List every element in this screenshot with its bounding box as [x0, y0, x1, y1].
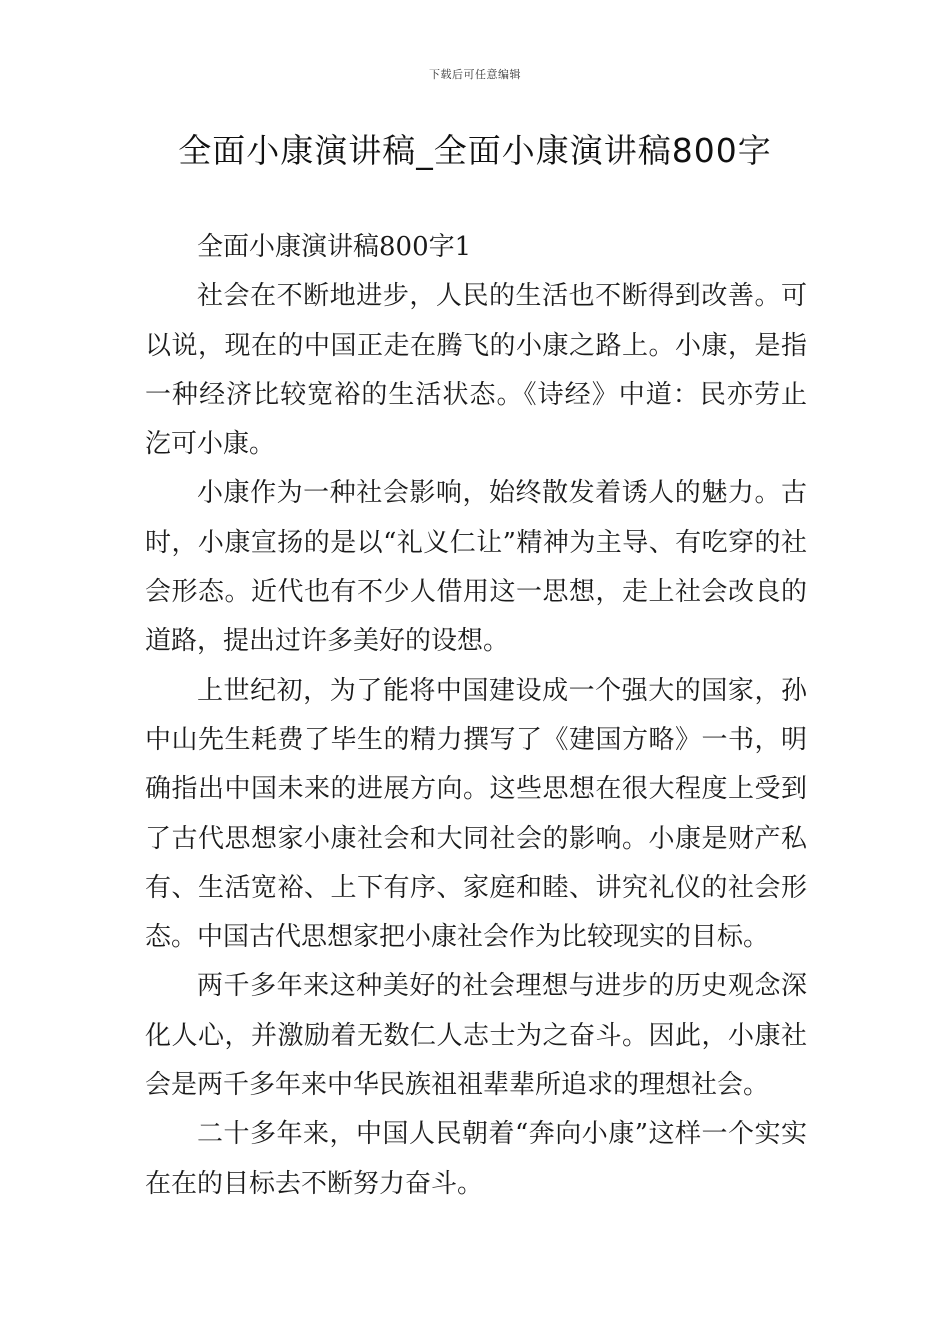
body-paragraph: 两千多年来这种美好的社会理想与进步的历史观念深化人心，并激励着无数仁人志士为之奋斗。因此，小康社会是两千多年来中华民族祖祖辈辈所追求的理想社会。 [145, 971, 807, 1101]
header-note: 下载后可任意编辑 [429, 68, 521, 81]
document-title: 全面小康演讲稿_全面小康演讲稿800字 [178, 131, 772, 170]
body-paragraph: 上世纪初，为了能将中国建设成一个强大的国家，孙中山先生耗费了毕生的精力撰写了《建国方略》一书，明确指出中国未来的进展方向。这些思想在很大程度上受到了古代思想家小康社会和大同社会的影响。小康是财产私有、生活宽裕、上下有序、家庭和睦、讲究礼仪的社会形态。中国古代思想家把小康社会作为比较现实的目标。 [145, 675, 807, 953]
body-paragraph: 小康作为一种社会影响，始终散发着诱人的魅力。古时，小康宣扬的是以“礼义仁让”精神为主导、有吃穿的社会形态。近代也有不少人借用这一思想，走上社会改良的道路，提出过许多美好的设想。 [145, 478, 807, 657]
subheading-paragraph: 全面小康演讲稿800字1 [197, 232, 472, 262]
body-paragraph: 社会在不断地进步，人民的生活也不断得到改善。可以说，现在的中国正走在腾飞的小康之路上。小康，是指一种经济比较宽裕的生活状态。《诗经》中道：民亦劳止汔可小康。 [145, 281, 807, 460]
body-paragraph: 二十多年来，中国人民朝着“奔向小康”这样一个实实在在的目标去不断努力奋斗。 [145, 1119, 807, 1199]
document-body [145, 223, 807, 1209]
